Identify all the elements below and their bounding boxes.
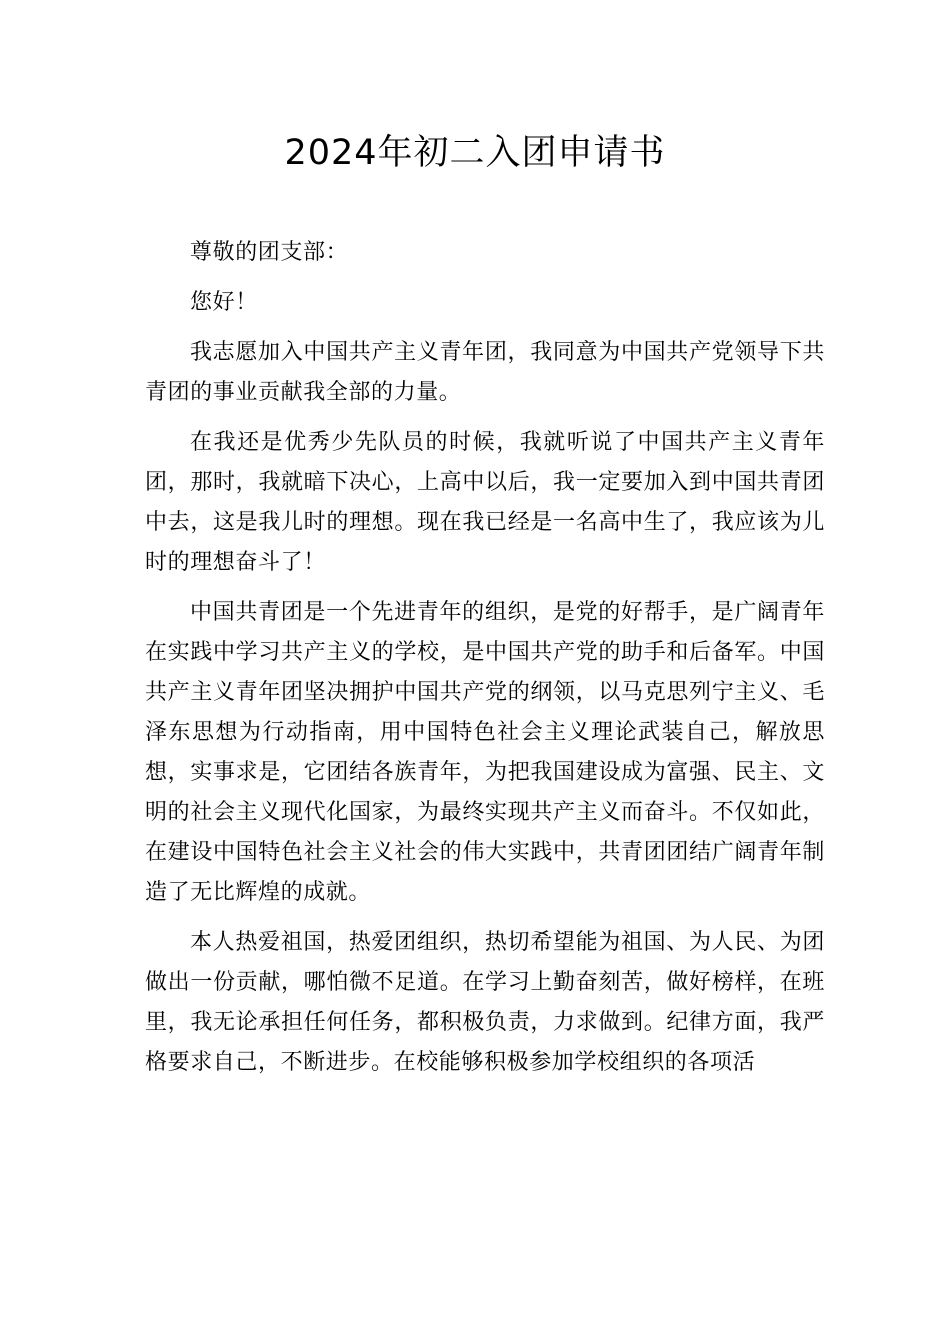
salutation: 尊敬的团支部：: [190, 240, 349, 265]
paragraph: 我志愿加入中国共产主义青年团，我同意为中国共产党领导下共青团的事业贡献我全部的力量。: [145, 340, 825, 405]
paragraph: 中国共青团是一个先进青年的组织，是党的好帮手，是广阔青年在实践中学习共产主义的学校，是中国共产党的助手和后备军。中国共产主义青年团坚决拥护中国共产党的纲领，以马克思列宁主义、毛泽东思想为行动指南，用中国特色社会主义理论武装自己，解放思想，实事求是，它团结各族青年，为把我国建设成为富强、民主、文明的社会主义现代化国家，为最终实现共产主义而奋斗。不仅如此，在建设中国特色社会主义社会的伟大实践中，共青团团结广阔青年制造了无比辉煌的成就。: [145, 600, 825, 905]
greeting: 您好！: [190, 290, 258, 315]
paragraph: 在我还是优秀少先队员的时候，我就听说了中国共产主义青年团，那时，我就暗下决心，上高中以后，我一定要加入到中国共青团中去，这是我儿时的理想。现在我已经是一名高中生了，我应该为儿时的理想奋斗了！: [145, 430, 825, 575]
paragraph: 本人热爱祖国，热爱团组织，热切希望能为祖国、为人民、为团做出一份贡献，哪怕微不足道。在学习上勤奋刻苦，做好榜样，在班里，我无论承担任何任务，都积极负责，力求做到。纪律方面，我严格要求自己，不断进步。在校能够积极参加学校组织的各项活: [145, 930, 825, 1075]
document-body: [145, 233, 825, 1093]
document-title: 2024年初二入团申请书: [284, 133, 666, 173]
